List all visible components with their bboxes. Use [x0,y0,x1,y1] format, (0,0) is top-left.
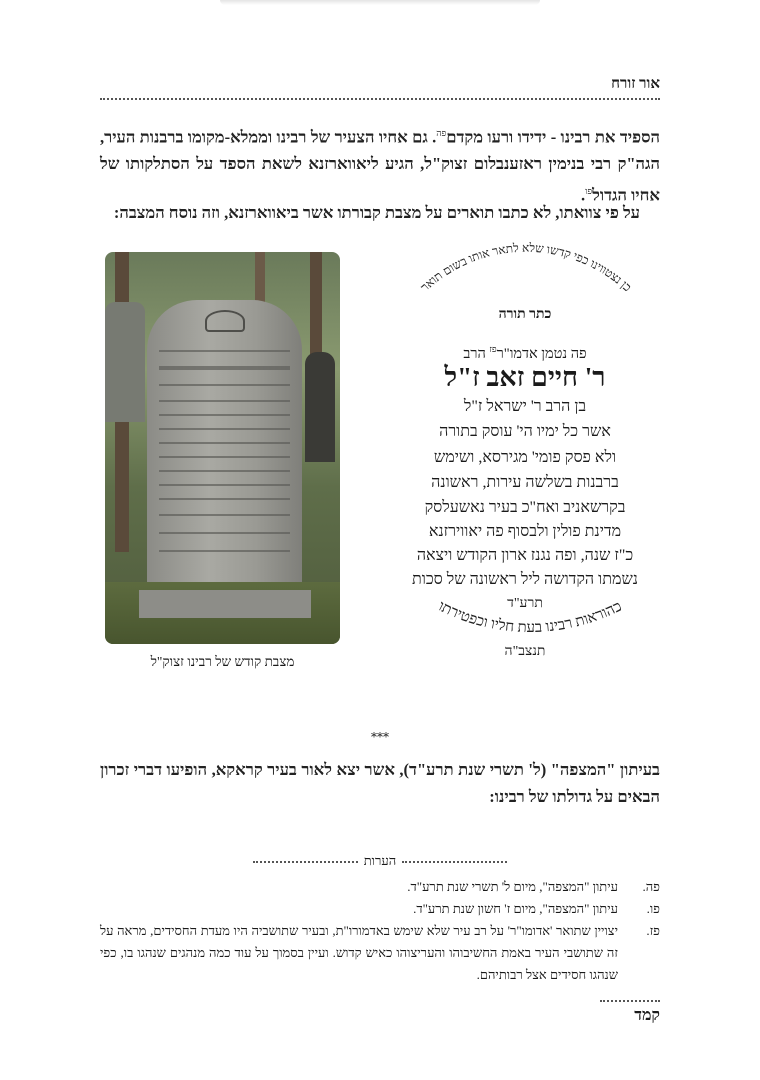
inscription-line: בן הרב ר' ישראל ז"ל [463,398,587,415]
header-divider [100,98,660,100]
footnote [100,920,660,986]
running-title: אור זורח [611,76,660,92]
notes-heading [0,853,760,869]
inscription-crown: כתר תורה [498,307,552,322]
section-separator: *** [371,730,389,744]
footnote-number: פו. [646,901,660,916]
inscription-line: אשר כל ימיו הי' עוסק בתורה [439,423,611,440]
notes-title: הערות [363,853,397,868]
footnote-ref[interactable]: פו [585,185,593,196]
text: פה נטמן אדמו"ר [496,345,587,362]
footnote [100,876,660,898]
paragraph-2: על פי צוואתו, לא כתבו תוארים על מצבת קבורתו אשר ביאווארזנא, וזה נוסח המצבה: [113,203,640,222]
footnote-text: יצויין שתואר 'אדומו"ר' על רב עיר שלא שימש באדמורו"ת, ובעיר שתושביה היו מעדת החסידים, מראה על זה שתושבי העיר באמת החשיבוהו והעריצוהו כאיש קדוש. ועיין בסמוך על עוד כמה מנהגים שנהגו בו, כפי שנהגו חסידים אצל רבותיהם. [100,923,618,982]
footnote-text: עיתון "המצפה", מיום ז' חשון שנת תרע"ד. [413,901,618,916]
footnote-ref[interactable]: פז [489,344,497,354]
footer-divider [600,1000,660,1002]
text: הרב [463,345,490,362]
top-shadow [220,0,540,5]
footnote-ref[interactable]: פה [436,128,447,138]
footnote-number: פז. [646,923,660,938]
inscription-line: תרע"ד [507,596,543,611]
footnote-number: פה. [642,879,660,894]
gravestone-photo [105,252,340,644]
text: הספיד את רבינו - ידידו ורעו מקדם [446,127,660,147]
inscription-arc-bottom: כהוראות רבינו בעת חליו וכפטירתו [435,598,625,637]
page-number: קמד [634,1007,660,1024]
inscription-name: ר' חיים זאב ז"ל [444,362,606,392]
footnote-text: עיתון "המצפה", מיום ל' תשרי שנת תרע"ד. [407,879,618,894]
inscription-line: ברבנות בשלשה עירות, ראשונה [431,474,619,491]
paragraph-3: בעיתון "המצפה" (ל' תשרי שנת תרע"ד), אשר יצא לאור בעיר קראקא, הופיעו דברי זכרון הבאים על גדולתו של רבינו: [100,760,660,806]
photo-caption: מצבת קודש של רבינו זצוק"ל [150,654,295,669]
paragraph-1 [100,120,660,209]
footnote [100,898,660,920]
inscription-line: מדינת פולין ולבסוף פה יאווירזנא [428,523,622,540]
inscription-line: נשמתו הקדושה ליל ראשונה של סכות [412,571,638,588]
inscription-closing: תנצב"ה [504,644,546,659]
inscription-line: כ"ז שנה, ופה נגנז ארון הקודש ויצאה [416,547,634,564]
text: . [580,185,586,204]
inscription-arc-top: כן נצטווינו כפי קדשו שלא לתאר אותו בשום תואר [417,240,635,295]
inscription-line: ולא פסק פומי' מגירסא, ושימש [433,449,617,466]
text: . גם אחיו הצעיר של רבינו וממלא-מקומו ברבנות העיר, הגה"ק רבי בנימין ראזענבלום זצוק"ל, הגיע ליאווארזנא לשאת הספד על הסתלקותו של אחיו הגדול [100,127,660,204]
inscription-line: בקרשאניב ואח"כ בעיר נאשעלסק [424,499,626,516]
